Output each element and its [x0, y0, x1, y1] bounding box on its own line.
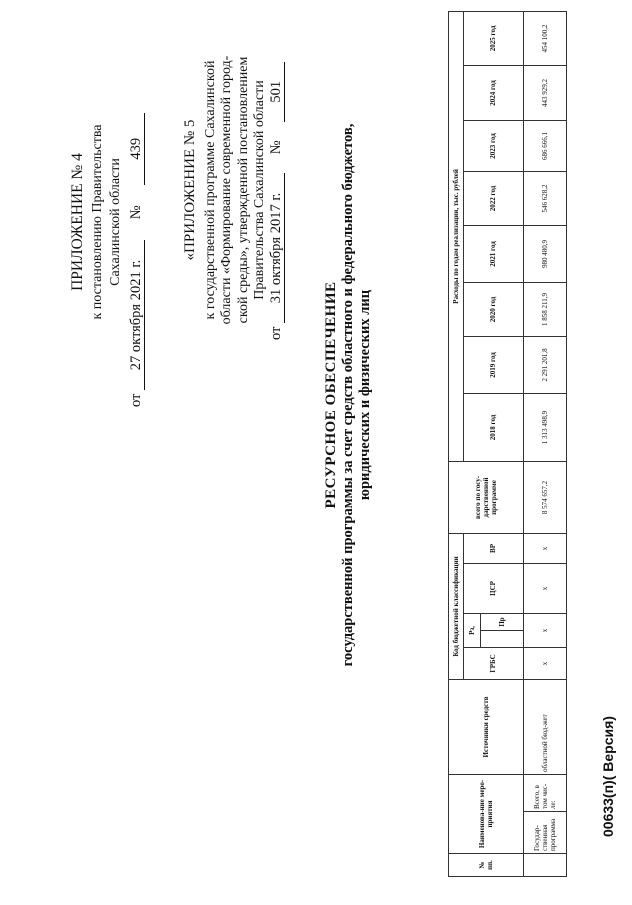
cell-year-value: 1 858 211,9	[524, 282, 567, 336]
document-footer-code: 00633(п)( Версия)	[600, 716, 616, 837]
year-header: 2019 год	[464, 336, 524, 393]
title-line-3: юридических и физических лиц	[357, 289, 374, 501]
reference-block	[182, 40, 269, 340]
cell-year-value: 980 480,9	[524, 225, 567, 282]
col-header-rz: Рз,	[464, 613, 481, 647]
appendix-number: 439	[129, 113, 145, 185]
col-header-num: № пп.	[449, 854, 524, 877]
document-title	[322, 5, 375, 785]
col-header-rz-blank	[481, 630, 524, 647]
year-header: 2018 год	[464, 393, 524, 461]
reference-number-label: №	[268, 140, 284, 155]
cell-year-value: 2 291 201,8	[524, 336, 567, 393]
cell-source: областной бюд-жет	[524, 679, 567, 774]
cell-num	[524, 854, 567, 877]
reference-number: 501	[269, 62, 285, 122]
col-header-total: всего по госу-дарственной программе	[449, 461, 524, 533]
year-header: 2020 год	[464, 282, 524, 336]
cell-subtitle: Всего, в том чис-ле:	[524, 774, 567, 811]
resource-table	[448, 11, 567, 877]
col-header-pr: Пр	[481, 613, 524, 630]
reference-heading: «ПРИЛОЖЕНИЕ № 5	[182, 119, 198, 261]
cell-year-value: 546 628,2	[524, 171, 567, 225]
appendix-date-number	[128, 113, 145, 407]
title-line-1: РЕСУРСНОЕ ОБЕСПЕЧЕНИЕ	[323, 281, 339, 509]
appendix-block	[68, 37, 124, 407]
year-header: 2021 год	[464, 225, 524, 282]
year-header: 2022 год	[464, 171, 524, 225]
reference-from-label: от	[268, 326, 284, 340]
cell-name: Государ-ственная программа	[524, 812, 567, 854]
col-header-vr: ВР	[464, 533, 524, 563]
col-header-sources: Источники средств	[449, 679, 524, 774]
col-header-name: Наименова-ние меро-приятия	[449, 774, 524, 853]
appendix-date: 27 октября 2021 г.	[129, 240, 145, 390]
cell-csr: х	[524, 563, 567, 613]
col-header-budget-class: Код бюджетной классификации	[449, 533, 464, 679]
reference-line-4: Правительства Сахалинской области	[252, 80, 268, 300]
cell-year-value: 443 929,2	[524, 65, 567, 120]
cell-year-value: 454 100,2	[524, 11, 567, 65]
appendix-from-label: от	[128, 393, 144, 407]
reference-line-3: ской среды», утвержденной постановлением	[235, 56, 251, 324]
table-row	[524, 11, 567, 876]
appendix-line-1: к постановлению Правительства	[90, 124, 106, 320]
appendix-number-label: №	[128, 205, 144, 220]
cell-vr: х	[524, 533, 567, 563]
year-header: 2025 год	[464, 11, 524, 65]
year-header: 2024 год	[464, 65, 524, 120]
reference-date: 31 октября 2017 г.	[269, 173, 285, 323]
reference-line-1: к государственной программе Сахалинской	[202, 60, 218, 320]
appendix-heading: ПРИЛОЖЕНИЕ № 4	[69, 153, 86, 291]
cell-year-value: 1 313 498,9	[524, 393, 567, 461]
title-line-2: государственной программы за счет средств областного и федерального бюджетов,	[340, 123, 356, 667]
reference-line-2: области «Формирование современной город-	[219, 55, 235, 325]
col-header-expenses: Расходы по годам реализации, тыс. рублей	[449, 11, 464, 461]
year-header: 2023 год	[464, 120, 524, 171]
appendix-line-2: Сахалинской области	[107, 158, 123, 286]
col-header-grbs: ГРБС	[464, 647, 524, 679]
cell-rzpr: х	[524, 613, 567, 647]
cell-grbs: х	[524, 647, 567, 679]
cell-year-value: 686 666,1	[524, 120, 567, 171]
cell-total: 8 574 657,2	[524, 461, 567, 533]
reference-date-number	[268, 62, 285, 340]
col-header-csr: ЦСР	[464, 563, 524, 613]
